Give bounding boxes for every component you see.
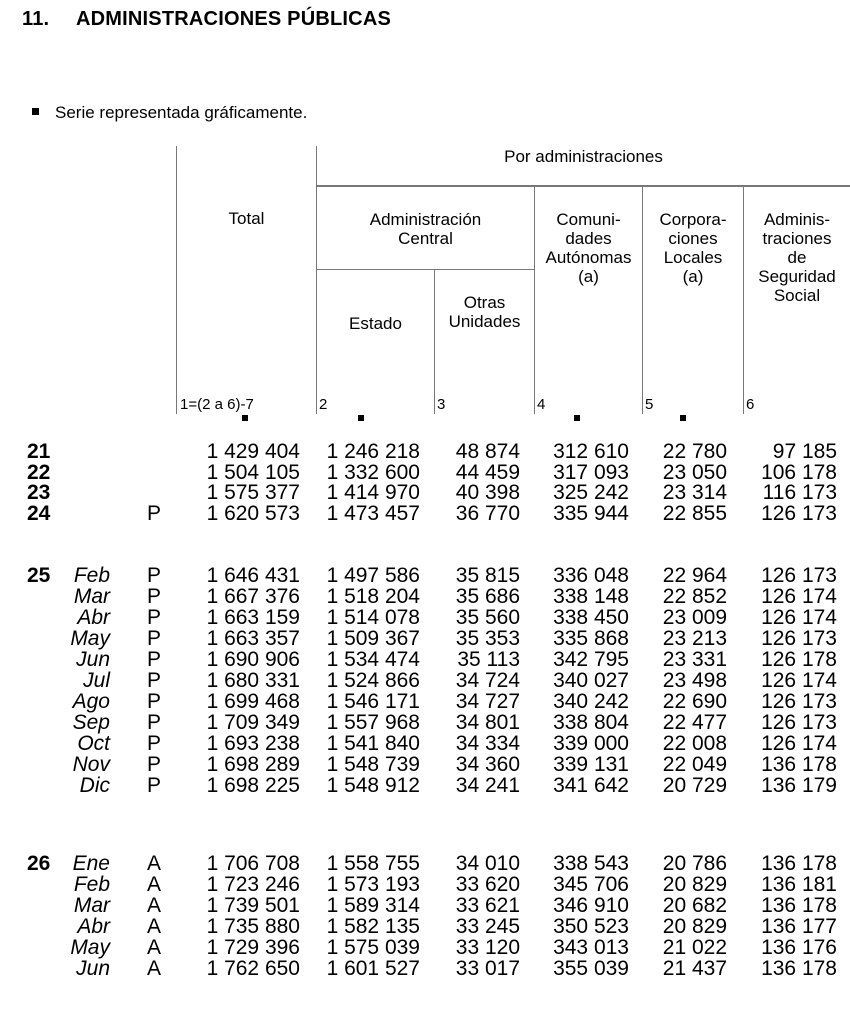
cell-total: 1 693 238 — [206, 732, 300, 755]
cell-total: 1 739 501 — [206, 894, 300, 917]
cell-corporaciones: 22 852 — [662, 585, 727, 608]
table-row — [0, 895, 850, 916]
cell-total: 1 680 331 — [206, 669, 300, 692]
header-admin-central: Administración Central — [369, 210, 482, 248]
cell-estado: 1 548 912 — [326, 774, 420, 797]
row-month: Ago — [72, 690, 110, 713]
cell-corporaciones: 23 009 — [662, 606, 727, 629]
cell-seguridad-social: 126 178 — [761, 648, 837, 671]
cell-comunidades: 338 543 — [553, 852, 629, 875]
cell-otras-unidades: 35 113 — [457, 648, 520, 671]
cell-comunidades: 340 242 — [553, 690, 629, 713]
row-month: May — [70, 936, 110, 959]
cell-seguridad-social: 136 178 — [761, 894, 837, 917]
cell-otras-unidades: 33 245 — [455, 915, 520, 938]
cell-corporaciones: 22 690 — [662, 690, 727, 713]
cell-total: 1 706 708 — [206, 852, 300, 875]
header-group: Por administraciones — [504, 147, 663, 166]
cell-corporaciones: 22 477 — [662, 711, 727, 734]
table-row — [0, 691, 850, 712]
cell-total: 1 646 431 — [206, 564, 300, 587]
cell-total: 1 709 349 — [206, 711, 300, 734]
table-row — [0, 565, 850, 586]
row-month: Mar — [73, 894, 110, 917]
title-number: 11. — [22, 8, 50, 30]
row-month: Abr — [77, 915, 110, 938]
cell-estado: 1 514 078 — [326, 606, 420, 629]
cell-total: 1 762 650 — [206, 957, 300, 980]
cell-seguridad-social: 126 173 — [761, 627, 837, 650]
row-month: Jun — [76, 648, 110, 671]
cell-seguridad-social: 126 173 — [761, 711, 837, 734]
cell-otras-unidades: 33 621 — [455, 894, 520, 917]
cell-seguridad-social: 126 173 — [761, 501, 837, 525]
cell-corporaciones: 20 829 — [662, 915, 727, 938]
colnum-3: 3 — [437, 396, 446, 413]
cell-comunidades: 341 642 — [553, 774, 629, 797]
cell-estado: 1 524 866 — [326, 669, 420, 692]
cell-corporaciones: 23 498 — [662, 669, 727, 692]
cell-seguridad-social: 136 179 — [761, 774, 837, 797]
row-flag: P — [147, 753, 162, 776]
cell-total: 1 699 468 — [206, 690, 300, 713]
table-row — [0, 775, 850, 796]
cell-seguridad-social: 116 173 — [762, 481, 837, 504]
row-flag: P — [147, 669, 162, 692]
table-row — [0, 649, 850, 670]
table-row — [0, 733, 850, 754]
cell-otras-unidades: 35 560 — [455, 606, 520, 629]
cell-seguridad-social: 126 174 — [761, 606, 837, 629]
cell-seguridad-social: 126 174 — [761, 732, 837, 755]
cell-comunidades: 336 048 — [553, 564, 629, 587]
row-flag: P — [147, 564, 162, 587]
row-flag: P — [147, 711, 162, 734]
cell-total: 1 429 404 — [206, 440, 300, 463]
cell-otras-unidades: 33 620 — [455, 873, 520, 896]
table-row — [0, 628, 850, 649]
cell-otras-unidades: 34 010 — [455, 852, 520, 875]
cell-total: 1 620 573 — [206, 501, 300, 525]
header-estado: Estado — [349, 314, 402, 333]
row-month: Nov — [72, 753, 110, 776]
table-row — [0, 586, 850, 607]
row-year: 25 — [27, 564, 51, 587]
cell-otras-unidades: 33 120 — [455, 936, 520, 959]
cell-comunidades: 325 242 — [553, 481, 629, 504]
cell-comunidades: 317 093 — [553, 460, 629, 484]
row-month: Feb — [73, 873, 110, 896]
cell-corporaciones: 23 331 — [662, 648, 727, 671]
colnum-6: 6 — [746, 396, 755, 413]
cell-estado: 1 589 314 — [326, 894, 420, 917]
cell-otras-unidades: 34 801 — [455, 711, 520, 734]
cell-seguridad-social: 97 185 — [772, 440, 837, 463]
cell-corporaciones: 21 437 — [662, 957, 727, 980]
cell-corporaciones: 20 829 — [662, 873, 727, 896]
header-corporaciones: Corpora- ciones Locales (a) — [659, 210, 727, 286]
cell-comunidades: 335 868 — [553, 627, 629, 650]
colnum-4: 4 — [537, 396, 546, 413]
cell-seguridad-social: 136 178 — [761, 852, 837, 875]
row-flag: P — [147, 501, 162, 525]
row-flag: A — [147, 852, 162, 875]
cell-comunidades: 338 148 — [553, 585, 629, 608]
row-month: Jun — [76, 957, 110, 980]
cell-corporaciones: 22 008 — [662, 732, 727, 755]
cell-comunidades: 338 450 — [553, 606, 629, 629]
cell-otras-unidades: 33 017 — [455, 957, 520, 980]
row-month: Abr — [77, 606, 110, 629]
cell-estado: 1 534 474 — [326, 648, 420, 671]
cell-otras-unidades: 34 241 — [455, 774, 520, 797]
row-flag: A — [147, 894, 162, 917]
cell-estado: 1 575 039 — [326, 936, 420, 959]
table-row — [0, 607, 850, 628]
table-row — [0, 937, 850, 958]
row-year: 26 — [27, 852, 51, 875]
cell-comunidades: 345 706 — [553, 873, 629, 896]
cell-total: 1 698 225 — [206, 774, 300, 797]
row-flag: A — [147, 957, 162, 980]
cell-estado: 1 546 171 — [326, 690, 420, 713]
cell-corporaciones: 23 213 — [662, 627, 727, 650]
header-seguridad: Adminis- traciones de Seguridad Social — [758, 210, 836, 305]
cell-corporaciones: 23 050 — [662, 460, 727, 484]
row-flag: P — [147, 690, 162, 713]
cell-estado: 1 414 970 — [326, 481, 420, 504]
cell-comunidades: 350 523 — [553, 915, 629, 938]
colnum-2: 2 — [319, 396, 328, 413]
cell-total: 1 663 357 — [206, 627, 300, 650]
cell-estado: 1 518 204 — [326, 585, 420, 608]
cell-estado: 1 601 527 — [326, 957, 420, 980]
row-flag: P — [147, 732, 162, 755]
row-year: 23 — [27, 481, 51, 504]
row-flag: P — [147, 774, 162, 797]
table-row — [0, 874, 850, 895]
row-flag: A — [147, 915, 162, 938]
cell-comunidades: 335 944 — [553, 501, 629, 525]
table-row — [0, 441, 850, 462]
cell-total: 1 735 880 — [206, 915, 300, 938]
row-month: Oct — [77, 732, 110, 755]
cell-corporaciones: 22 780 — [662, 440, 727, 463]
cell-otras-unidades: 34 727 — [455, 690, 520, 713]
cell-otras-unidades: 34 334 — [455, 732, 520, 755]
cell-comunidades: 339 131 — [553, 753, 629, 776]
cell-estado: 1 509 367 — [326, 627, 420, 650]
cell-corporaciones: 20 729 — [662, 774, 727, 797]
header-otras: Otras Unidades — [448, 293, 521, 331]
table-row — [0, 503, 850, 524]
cell-estado: 1 541 840 — [326, 732, 420, 755]
row-month: May — [70, 627, 110, 650]
cell-estado: 1 332 600 — [326, 460, 420, 484]
cell-corporaciones: 22 964 — [662, 564, 727, 587]
row-year: 24 — [27, 501, 51, 525]
row-month: Ene — [72, 852, 110, 875]
table-row — [0, 853, 850, 874]
cell-total: 1 575 377 — [206, 481, 300, 504]
table-row — [0, 670, 850, 691]
cell-seguridad-social: 126 174 — [761, 669, 837, 692]
header-comunidades: Comuni- dades Autónomas (a) — [545, 210, 632, 286]
row-flag: A — [147, 936, 162, 959]
cell-total: 1 723 246 — [206, 873, 300, 896]
cell-seguridad-social: 136 177 — [761, 915, 837, 938]
row-flag: P — [147, 648, 162, 671]
table-row — [0, 754, 850, 775]
row-flag: A — [147, 873, 162, 896]
row-year: 21 — [27, 440, 51, 463]
cell-total: 1 663 159 — [206, 606, 300, 629]
cell-seguridad-social: 126 173 — [761, 690, 837, 713]
title-text: ADMINISTRACIONES PÚBLICAS — [76, 8, 392, 30]
cell-estado: 1 558 755 — [326, 852, 420, 875]
cell-comunidades: 346 910 — [553, 894, 629, 917]
row-month: Feb — [73, 564, 110, 587]
cell-otras-unidades: 36 770 — [455, 501, 520, 525]
row-flag: P — [147, 585, 162, 608]
table-row — [0, 916, 850, 937]
cell-corporaciones: 23 314 — [662, 481, 727, 504]
cell-total: 1 667 376 — [206, 585, 300, 608]
table-row — [0, 462, 850, 483]
row-year: 22 — [27, 460, 51, 484]
table-row — [0, 958, 850, 979]
cell-seguridad-social: 136 178 — [761, 753, 837, 776]
note-text: Serie representada gráficamente. — [55, 103, 308, 122]
colnum-1: 1=(2 a 6)-7 — [180, 396, 254, 413]
cell-seguridad-social: 136 178 — [761, 957, 837, 980]
cell-corporaciones: 20 786 — [662, 852, 727, 875]
cell-corporaciones: 20 682 — [662, 894, 727, 917]
cell-otras-unidades: 35 686 — [455, 585, 520, 608]
cell-otras-unidades: 35 353 — [455, 627, 520, 650]
table-row — [0, 482, 850, 503]
cell-seguridad-social: 136 181 — [761, 873, 837, 896]
cell-comunidades: 312 610 — [553, 440, 629, 463]
row-month: Jul — [83, 669, 110, 692]
cell-estado: 1 548 739 — [326, 753, 420, 776]
cell-seguridad-social: 126 173 — [761, 564, 837, 587]
cell-seguridad-social: 136 176 — [761, 936, 837, 959]
cell-seguridad-social: 106 178 — [761, 460, 837, 484]
table-row — [0, 712, 850, 733]
cell-otras-unidades: 40 398 — [455, 481, 520, 504]
row-month: Sep — [72, 711, 110, 734]
cell-total: 1 729 396 — [206, 936, 300, 959]
cell-otras-unidades: 48 874 — [455, 440, 520, 463]
cell-comunidades: 342 795 — [553, 648, 629, 671]
cell-corporaciones: 21 022 — [662, 936, 727, 959]
header-total: Total — [228, 209, 265, 228]
cell-estado: 1 473 457 — [326, 501, 420, 525]
cell-comunidades: 343 013 — [553, 936, 629, 959]
row-flag: P — [147, 627, 162, 650]
cell-estado: 1 582 135 — [326, 915, 420, 938]
row-month: Dic — [79, 774, 110, 797]
cell-comunidades: 338 804 — [553, 711, 629, 734]
cell-corporaciones: 22 049 — [662, 753, 727, 776]
cell-corporaciones: 22 855 — [662, 501, 727, 525]
cell-comunidades: 340 027 — [553, 669, 629, 692]
row-month: Mar — [73, 585, 110, 608]
cell-total: 1 504 105 — [206, 460, 300, 484]
cell-estado: 1 497 586 — [326, 564, 420, 587]
row-flag: P — [147, 606, 162, 629]
cell-otras-unidades: 44 459 — [455, 460, 520, 484]
cell-total: 1 698 289 — [206, 753, 300, 776]
cell-estado: 1 557 968 — [326, 711, 420, 734]
cell-otras-unidades: 35 815 — [455, 564, 520, 587]
cell-comunidades: 355 039 — [553, 957, 629, 980]
cell-estado: 1 573 193 — [326, 873, 420, 896]
colnum-5: 5 — [645, 396, 654, 413]
cell-seguridad-social: 126 174 — [761, 585, 837, 608]
cell-otras-unidades: 34 360 — [455, 753, 520, 776]
cell-comunidades: 339 000 — [553, 732, 629, 755]
cell-otras-unidades: 34 724 — [455, 669, 520, 692]
cell-estado: 1 246 218 — [326, 440, 420, 463]
cell-total: 1 690 906 — [206, 648, 300, 671]
